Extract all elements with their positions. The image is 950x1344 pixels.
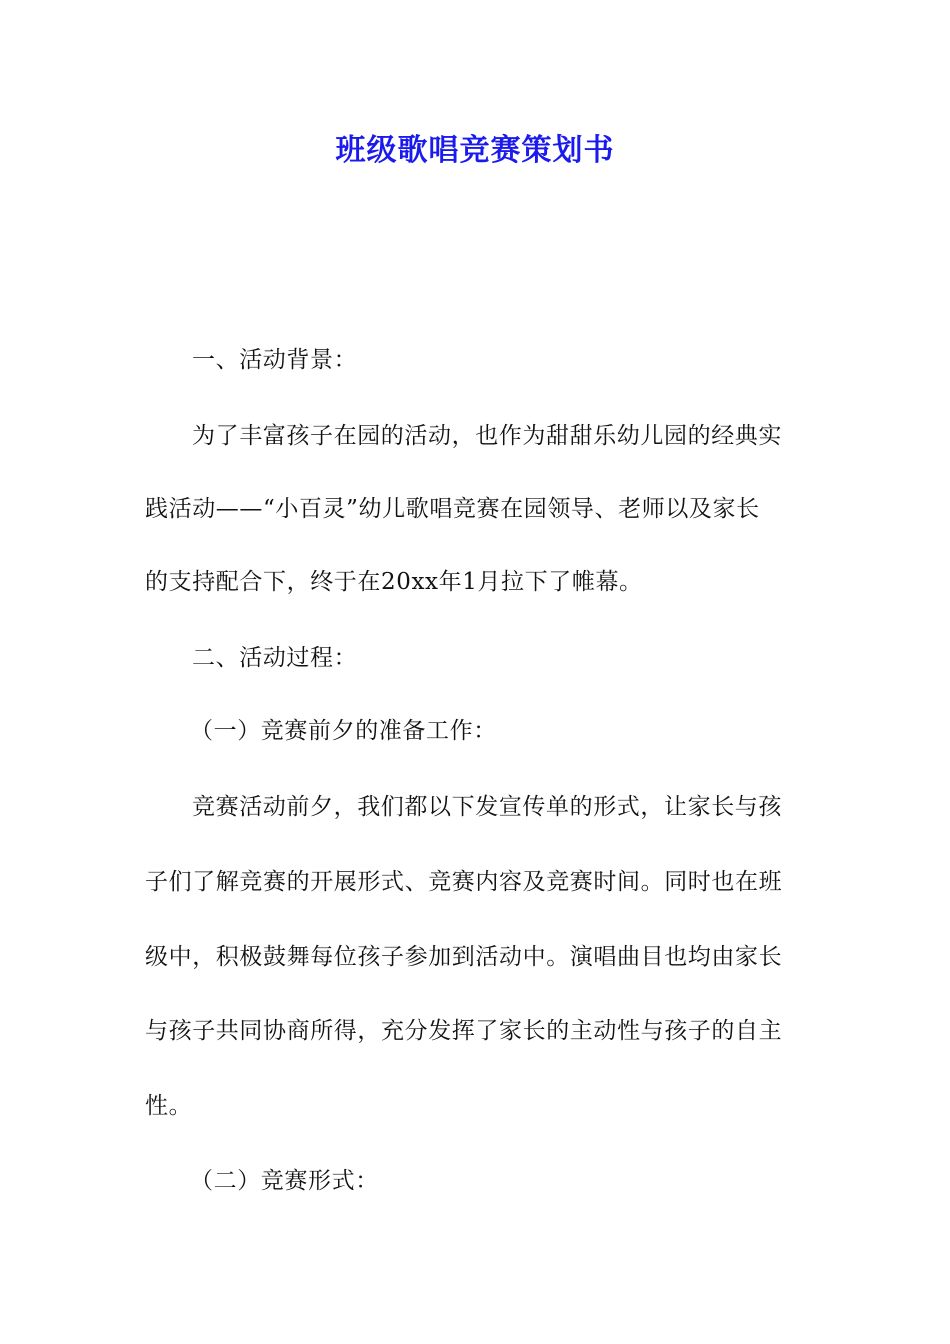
paragraph-line: 为了丰富孩子在园的活动，也作为甜甜乐幼儿园的经典实 — [192, 423, 782, 449]
paragraph-line: 性。 — [145, 1093, 193, 1119]
paragraph-line: 子们了解竞赛的开展形式、竞赛内容及竞赛时间。同时也在班 — [145, 869, 783, 895]
paragraph-line: 级中，积极鼓舞每位孩子参加到活动中。演唱曲目也均由家长 — [145, 944, 783, 970]
subsection-heading-preparation: （一）竞赛前夕的准备工作： — [190, 718, 497, 744]
paragraph-line: 竞赛活动前夕，我们都以下发宣传单的形式，让家长与孩 — [192, 794, 782, 820]
paragraph-line: 与孩子共同协商所得，充分发挥了家长的主动性与孩子的自主 — [145, 1018, 783, 1044]
subsection-heading-format: （二）竞赛形式： — [190, 1168, 379, 1194]
document-title: 班级歌唱竞赛策划书 — [335, 133, 615, 168]
paragraph-line: 的支持配合下，终于在20xx年1月拉下了帷幕。 — [145, 569, 643, 595]
section-heading-process: 二、活动过程： — [192, 645, 358, 671]
section-heading-background: 一、活动背景： — [192, 347, 358, 373]
paragraph-line: 践活动——“小百灵”幼儿歌唱竞赛在园领导、老师以及家长 — [145, 496, 760, 522]
